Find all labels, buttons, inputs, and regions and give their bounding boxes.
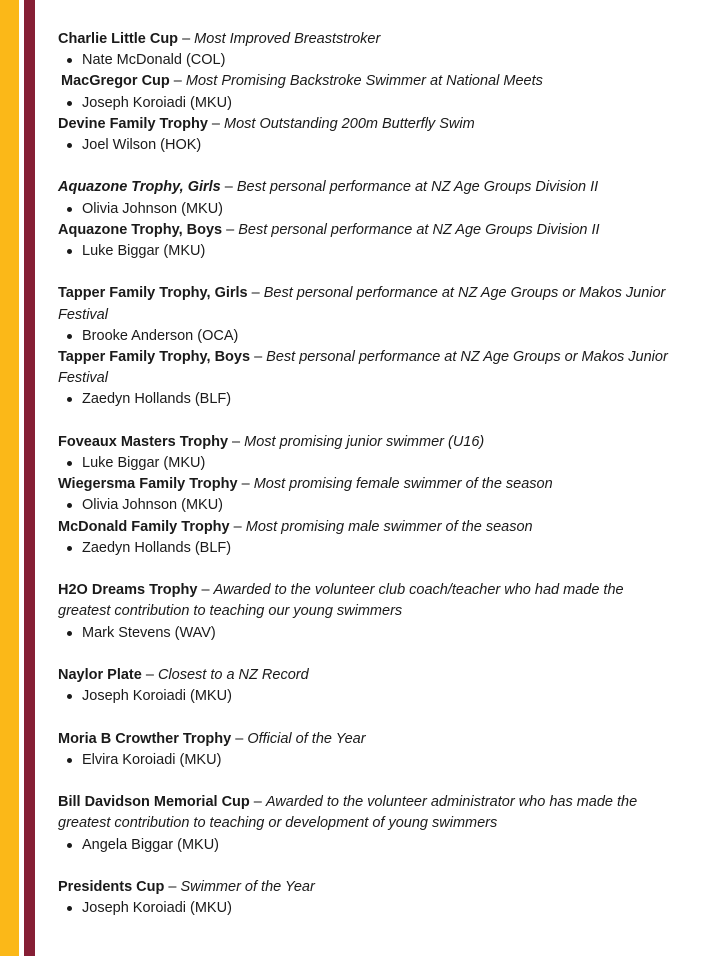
award-description: Most Outstanding 200m Butterfly Swim xyxy=(224,115,475,132)
award-description: Most Improved Breaststroker xyxy=(194,31,381,47)
award-winner: Angela Biggar (MKU) xyxy=(58,835,668,856)
award-description: Best personal performance at NZ Age Groups Division II xyxy=(238,221,600,238)
award-name: Aquazone Trophy, Boys xyxy=(58,221,223,238)
award-winner: Mark Stevens (WAV) xyxy=(58,623,668,644)
award-description: Best personal performance at NZ Age Groups or Makos Junior Festival xyxy=(58,349,668,387)
award-name: Foveaux Masters Trophy xyxy=(58,433,229,450)
award-name: Wiegersma Family Trophy xyxy=(58,476,238,493)
award-winner: Luke Biggar (MKU) xyxy=(58,453,668,474)
award-description: Official of the Year xyxy=(247,730,366,747)
award-macgregor-cup: MacGregor Cup – Most Promising Backstroke Swimmer at National Meets Joseph Koroiadi (MKU) xyxy=(58,71,668,113)
award-tapper-boys: Tapper Family Trophy, Boys – Best personal performance at NZ Age Groups or Makos Junior Festival Zaedyn Hollands (BLF) xyxy=(58,347,668,411)
gold-side-bar xyxy=(0,0,19,956)
award-description: Best personal performance at NZ Age Groups Division II xyxy=(236,179,599,196)
award-winner: Elvira Koroiadi (MKU) xyxy=(58,750,668,771)
award-name: Moria B Crowther Trophy xyxy=(58,730,232,747)
award-winner: Brooke Anderson (OCA) xyxy=(58,326,668,347)
award-winner: Luke Biggar (MKU) xyxy=(58,241,668,262)
awards-list xyxy=(58,29,668,919)
award-description: Closest to a NZ Record xyxy=(157,667,309,684)
award-winner: Zaedyn Hollands (BLF) xyxy=(58,389,668,410)
award-bill-davidson-memorial: Bill Davidson Memorial Cup – Awarded to the volunteer administrator who has made the greatest contribution to teaching or development of young swimmers Angela Biggar (MKU) xyxy=(58,792,668,856)
award-aquazone-girls: Aquazone Trophy, Girls – Best personal performance at NZ Age Groups Division II Olivia Johnson (MKU) xyxy=(58,177,668,219)
award-name: H2O Dreams Trophy xyxy=(58,582,198,599)
award-name: Presidents Cup xyxy=(58,879,165,895)
award-name: Naylor Plate xyxy=(58,667,142,684)
award-description: Awarded to the volunteer club coach/teacher who had made the greatest contribution to teaching our young swimmers xyxy=(58,582,624,620)
award-moria-b-crowther: Moria B Crowther Trophy – Official of the Year Elvira Koroiadi (MKU) xyxy=(58,729,668,771)
award-winner: Joel Wilson (HOK) xyxy=(58,135,668,156)
maroon-side-bar xyxy=(24,0,35,956)
award-devine-family-trophy: Devine Family Trophy – Most Outstanding 200m Butterfly Swim Joel Wilson (HOK) xyxy=(58,114,668,156)
award-name: Aquazone Trophy, Girls xyxy=(58,179,221,196)
award-name: Bill Davidson Memorial Cup xyxy=(58,794,250,811)
award-winner: Joseph Koroiadi (MKU) xyxy=(58,93,668,114)
award-mcdonald-family: McDonald Family Trophy – Most promising male swimmer of the season Zaedyn Hollands (BLF) xyxy=(58,517,668,559)
award-name: MacGregor Cup xyxy=(61,73,170,90)
award-description: Most promising female swimmer of the season xyxy=(253,476,553,493)
award-description: Swimmer of the Year xyxy=(180,879,315,895)
award-name: Tapper Family Trophy, Boys xyxy=(58,349,251,366)
award-winner: Olivia Johnson (MKU) xyxy=(58,495,668,516)
award-aquazone-boys: Aquazone Trophy, Boys – Best personal performance at NZ Age Groups Division II Luke Biggar (MKU) xyxy=(58,220,668,262)
award-h2o-dreams: H2O Dreams Trophy – Awarded to the volunteer club coach/teacher who had made the greatest contribution to teaching our young swimmers Mark Stevens (WAV) xyxy=(58,580,668,644)
award-winner: Joseph Koroiadi (MKU) xyxy=(58,686,668,707)
award-name: McDonald Family Trophy xyxy=(58,518,230,535)
award-description: Most Promising Backstroke Swimmer at National Meets xyxy=(185,73,543,90)
award-name: Devine Family Trophy xyxy=(58,115,208,132)
award-winner: Joseph Koroiadi (MKU) xyxy=(58,898,668,919)
award-naylor-plate: Naylor Plate – Closest to a NZ Record Joseph Koroiadi (MKU) xyxy=(58,665,668,707)
award-description: Most promising junior swimmer (U16) xyxy=(244,433,485,450)
award-name: Tapper Family Trophy, Girls xyxy=(58,285,248,302)
award-charlie-little-cup: Charlie Little Cup – Most Improved Breaststroker Nate McDonald (COL) xyxy=(58,29,668,71)
award-winner: Nate McDonald (COL) xyxy=(58,50,668,71)
award-description: Most promising male swimmer of the season xyxy=(245,518,533,535)
award-description: Best personal performance at NZ Age Groups or Makos Junior Festival xyxy=(58,285,666,323)
award-tapper-girls: Tapper Family Trophy, Girls – Best personal performance at NZ Age Groups or Makos Junior Festival Brooke Anderson (OCA) xyxy=(58,283,668,347)
award-description: Awarded to the volunteer administrator who has made the greatest contribution to teaching or development of young swimmers xyxy=(58,794,638,832)
award-winner: Olivia Johnson (MKU) xyxy=(58,199,668,220)
award-foveaux-masters: Foveaux Masters Trophy – Most promising junior swimmer (U16) Luke Biggar (MKU) xyxy=(58,432,668,474)
award-winner: Zaedyn Hollands (BLF) xyxy=(58,538,668,559)
award-presidents-cup: Presidents Cup – Swimmer of the Year Joseph Koroiadi (MKU) xyxy=(58,877,668,919)
award-wiegersma-family: Wiegersma Family Trophy – Most promising female swimmer of the season Olivia Johnson (MKU) xyxy=(58,474,668,516)
award-name: Charlie Little Cup xyxy=(58,31,179,47)
